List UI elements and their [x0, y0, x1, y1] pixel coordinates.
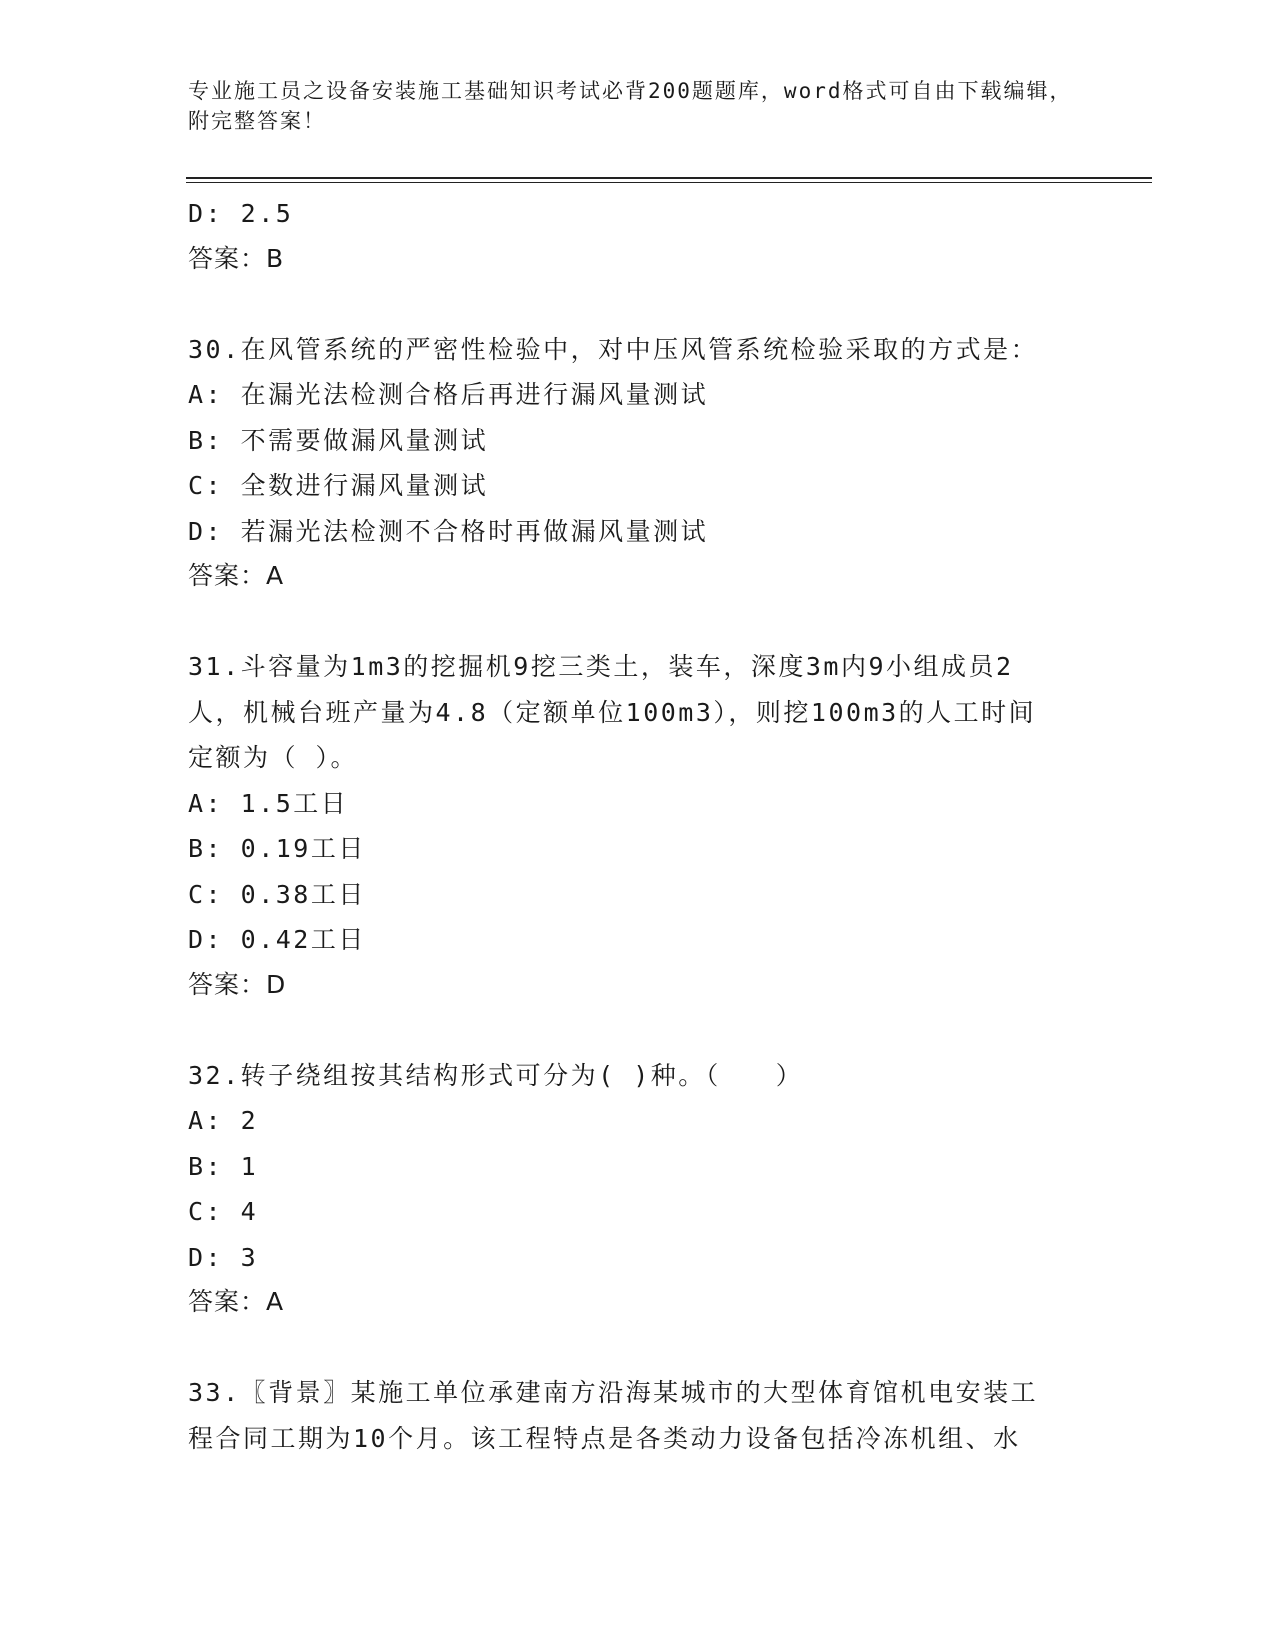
header-title: 专业施工员之设备安装施工基础知识考试必背200题题库，word格式可自由下载编辑，附完整答案！ [188, 79, 1073, 133]
question-stem: 33.〖背景〗某施工单位承建南方沿海某城市的大型体育馆机电安装工程合同工期为10个月。该工程特点是各类动力设备包括冷冻机组、水 [188, 1378, 1039, 1453]
option-a: A: 2 [188, 1106, 259, 1135]
answer-line: 答案：A [188, 1287, 285, 1316]
option-b: B: 0.19工日 [188, 834, 366, 863]
option-b: B: 1 [188, 1151, 259, 1181]
option-d: D: 3 [188, 1242, 259, 1272]
option-c: C: 4 [188, 1197, 259, 1226]
answer-line: 答案：A [188, 561, 285, 590]
option-d: D: 0.42工日 [188, 925, 366, 954]
question-30 [188, 327, 1088, 599]
question-stem: 32.转子绕组按其结构形式可分为( )种。（ ） [188, 1060, 804, 1090]
option-d: D: 2.5 [188, 199, 294, 228]
option-c: C: 0.38工日 [188, 879, 366, 909]
option-a: A: 在漏光法检测合格后再进行漏风量测试 [188, 380, 709, 409]
question-stem: 31.斗容量为1m3的挖掘机9挖三类土，装车，深度3m内9小组成员2人，机械台班产量为4.8（定额单位100m3），则挖100m3的人工时间定额为（ ）。 [188, 652, 1037, 772]
document-header [188, 76, 1088, 136]
option-b: B: 不需要做漏风量测试 [188, 425, 489, 455]
header-divider-thick [186, 177, 1152, 179]
question-29-tail [188, 191, 1088, 281]
question-stem: 30.在风管系统的严密性检验中，对中压风管系统检验采取的方式是： [188, 334, 1039, 364]
question-33 [188, 1370, 1088, 1461]
option-c: C: 全数进行漏风量测试 [188, 471, 489, 500]
option-d: D: 若漏光法检测不合格时再做漏风量测试 [188, 516, 709, 546]
header-divider-thin [186, 182, 1152, 183]
question-31 [188, 644, 1088, 1007]
question-list [188, 191, 1088, 1507]
question-32 [188, 1053, 1088, 1325]
answer-line: 答案：D [188, 969, 287, 999]
answer-line: 答案：B [188, 243, 285, 273]
option-a: A: 1.5工日 [188, 788, 349, 818]
